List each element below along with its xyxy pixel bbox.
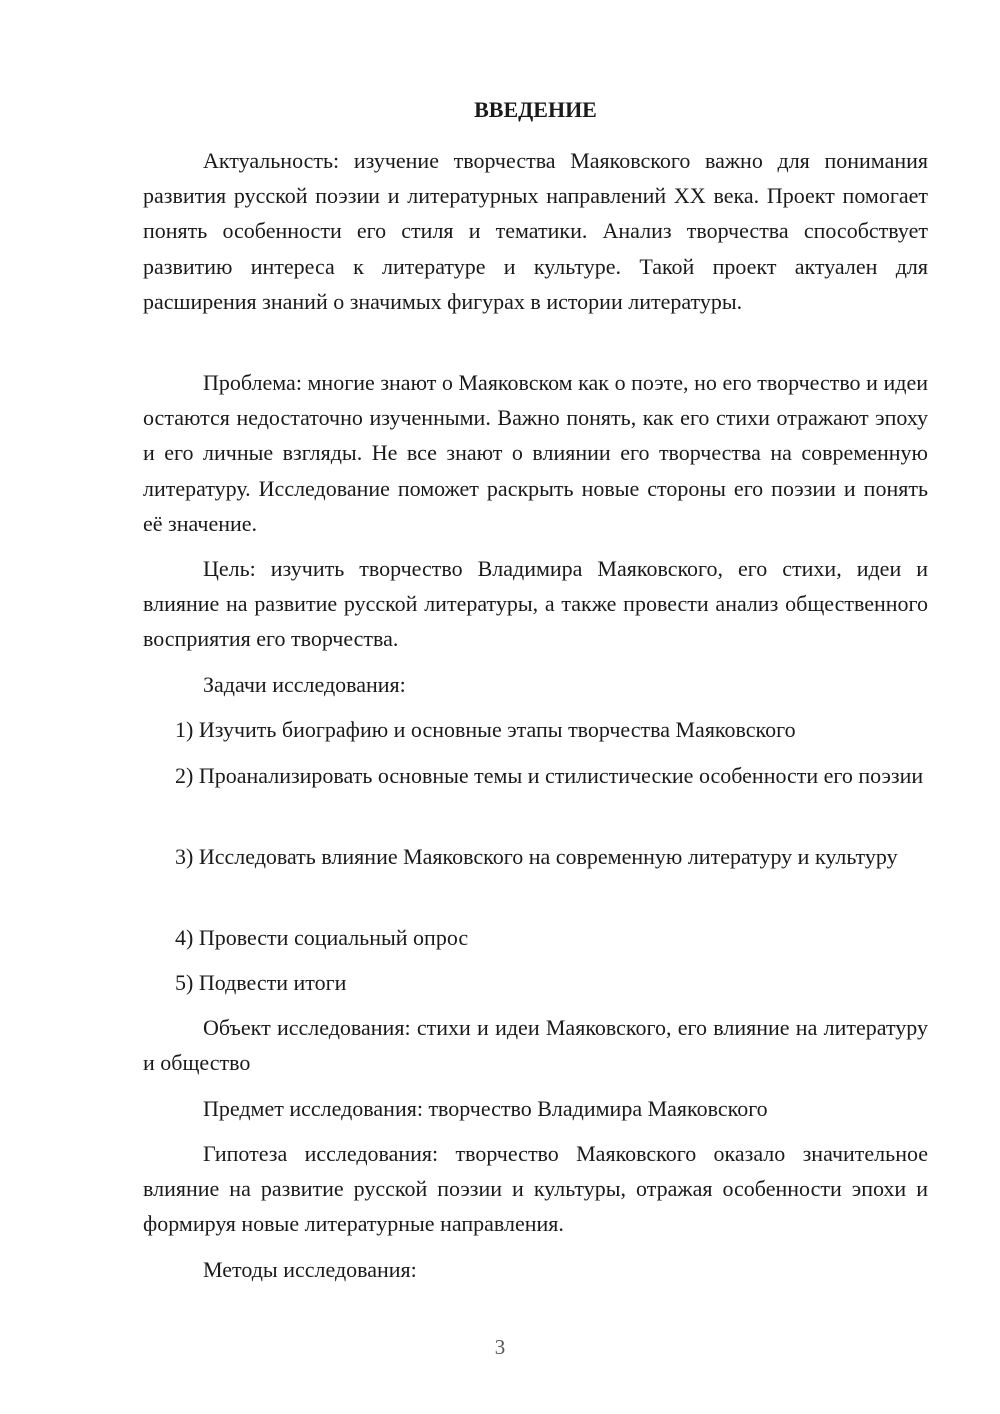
page-title: ВВЕДЕНИЕ bbox=[474, 97, 597, 122]
paragraph-problem: Проблема: многие знают о Маяковском как о поэте, но его творчество и идеи остаются недостаточно изученными. Важно понять, как его стихи отражают эпоху и его личные взгляды. Не все знают о влиянии его творчества на современную литературу. Исследование поможет раскрыть новые стороны его поэзии и понять её значение. bbox=[143, 370, 928, 536]
paragraph-research-subject: Предмет исследования: творчество Владимира Маяковского bbox=[203, 1096, 768, 1121]
paragraph-relevance: Актуальность: изучение творчества Маяковского важно для понимания развития русской поэзии и литературных направлений XX века. Проект помогает понять особенности его стиля и тематики. Анализ творчества способствует развитию интереса к литературе и культуре. Такой проект актуален для расширения знаний о значимых фигурах в истории литературы. bbox=[143, 148, 928, 314]
task-item-3: 3) Исследовать влияние Маяковского на современную литературу и культуру bbox=[175, 844, 898, 869]
paragraph-research-object: Объект исследования: стихи и идеи Маяковского, его влияние на литературу и общество bbox=[143, 1015, 928, 1076]
paragraph-methods-heading: Методы исследования: bbox=[203, 1257, 417, 1282]
task-item-5: 5) Подвести итоги bbox=[175, 970, 347, 995]
paragraph-tasks-heading: Задачи исследования: bbox=[203, 672, 406, 697]
page-number: 3 bbox=[494, 1335, 506, 1359]
task-item-4: 4) Провести социальный опрос bbox=[175, 925, 469, 950]
task-item-2: 2) Проанализировать основные темы и стилистические особенности его поэзии bbox=[175, 763, 924, 788]
paragraph-hypothesis: Гипотеза исследования: творчество Маяковского оказало значительное влияние на развитие русской поэзии и культуры, отражая особенности эпохи и формируя новые литературные направления. bbox=[143, 1141, 928, 1237]
paragraph-goal: Цель: изучить творчество Владимира Маяковского, его стихи, идеи и влияние на развитие русской литературы, а также провести анализ общественного восприятия его творчества. bbox=[143, 556, 928, 652]
task-item-1: 1) Изучить биографию и основные этапы творчества Маяковского bbox=[175, 717, 796, 742]
